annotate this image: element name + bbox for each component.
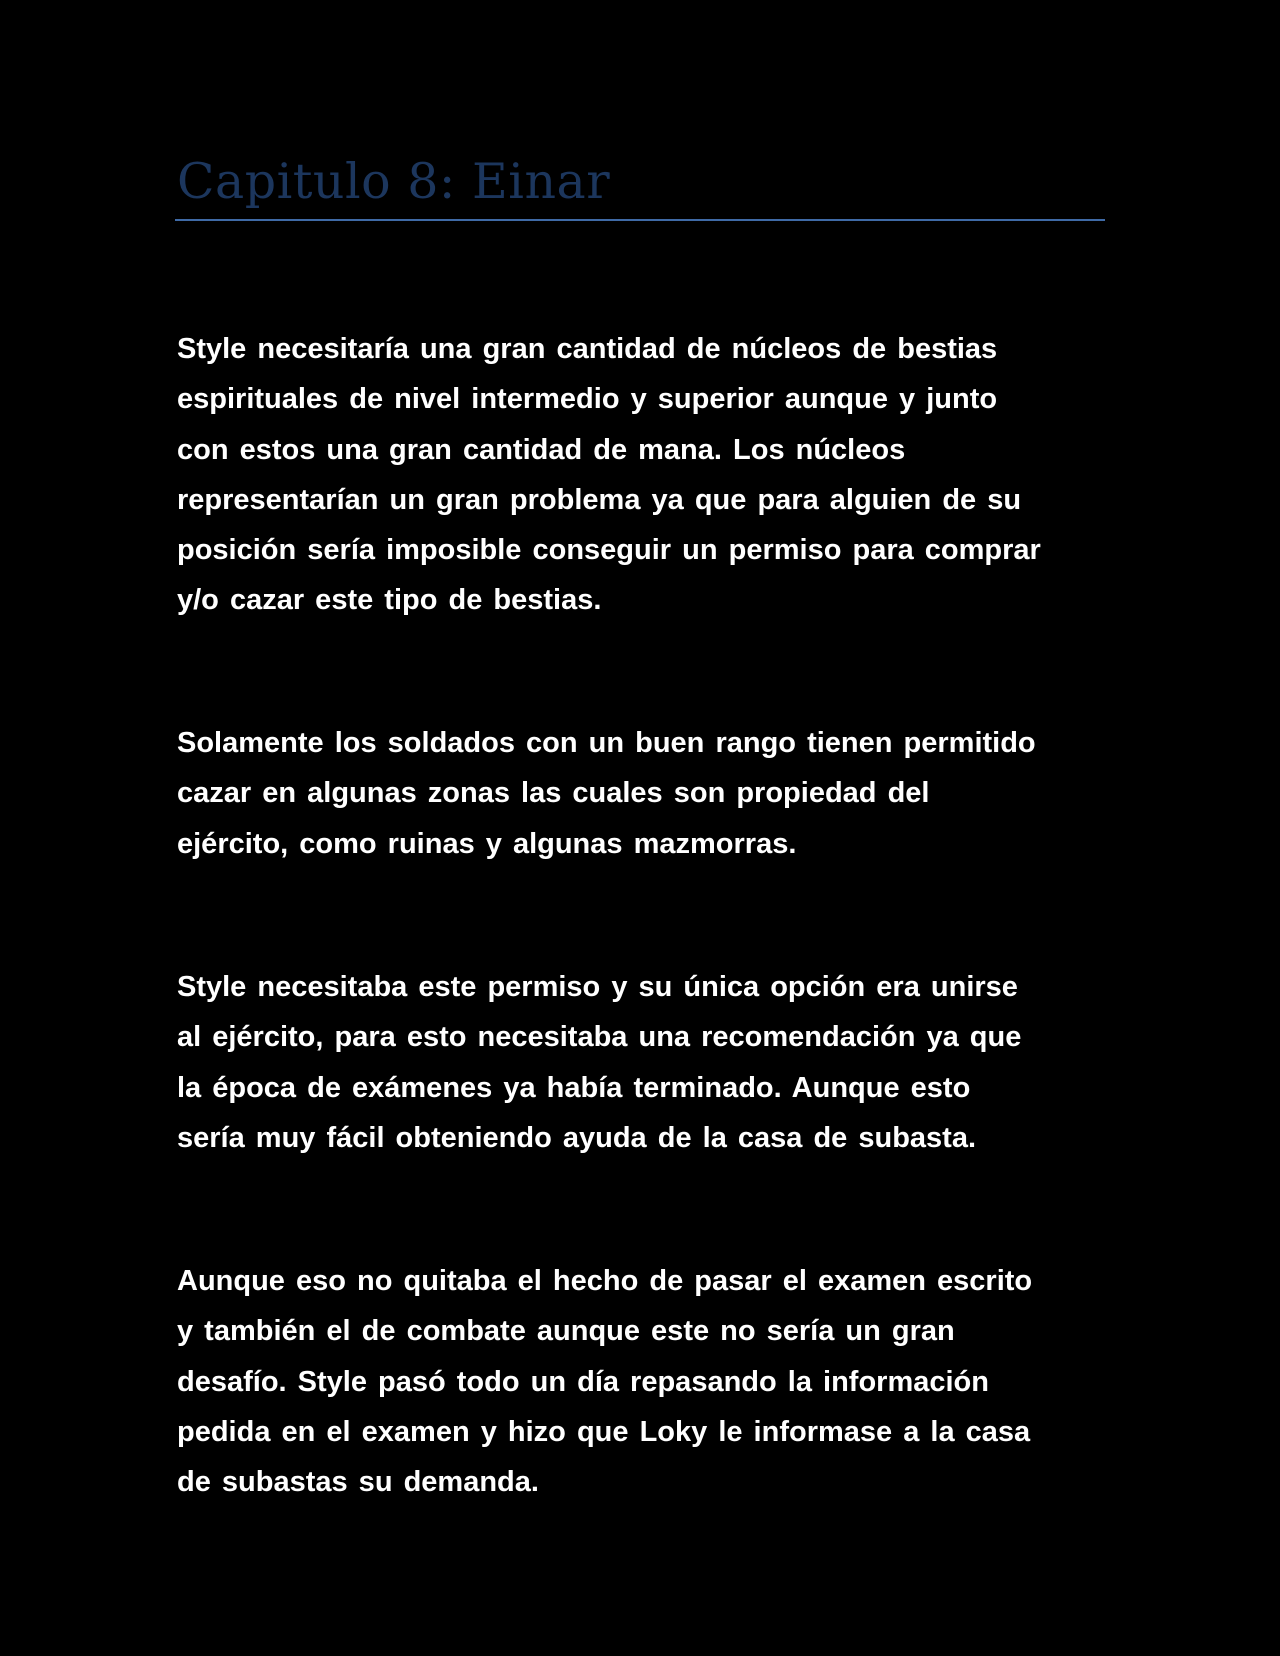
paragraph-line: la época de exámenes ya había terminado. Aunque esto	[177, 1071, 971, 1104]
paragraph-1	[177, 324, 1097, 626]
paragraph-line: cazar en algunas zonas las cuales son propiedad del	[177, 777, 930, 810]
paragraph-2	[177, 718, 1097, 869]
paragraph-line: con estos una gran cantidad de mana. Los núcleos	[177, 433, 906, 466]
paragraph-line: Solamente los soldados con un buen rango tienen permitido	[177, 727, 1036, 759]
title-underline-rule	[175, 219, 1105, 221]
paragraph-line: al ejército, para esto necesitaba una recomendación ya que	[177, 1021, 1022, 1054]
paragraph-line: de subastas su demanda.	[177, 1466, 539, 1499]
paragraph-line: Style necesitaba este permiso y su única opción era unirse	[177, 971, 1018, 1003]
paragraph-line: pedida en el examen y hizo que Loky le informase a la casa	[177, 1415, 1031, 1448]
paragraph-line: Style necesitaría una gran cantidad de núcleos de bestias	[177, 333, 998, 365]
chapter-title: Capitulo 8: Einar	[177, 153, 611, 210]
paragraph-line: y también el de combate aunque este no sería un gran	[177, 1315, 955, 1348]
paragraph-line: y/o cazar este tipo de bestias.	[177, 584, 602, 617]
paragraph-line: posición sería imposible conseguir un permiso para comprar	[177, 534, 1041, 567]
paragraph-line: desafío. Style pasó todo un día repasando la información	[177, 1365, 989, 1398]
paragraph-line: espirituales de nivel intermedio y superior aunque y junto	[177, 383, 998, 416]
paragraph-line: ejército, como ruinas y algunas mazmorras.	[177, 827, 797, 860]
paragraph-line: representarían un gran problema ya que para alguien de su	[177, 483, 1022, 516]
paragraph-line: Aunque eso no quitaba el hecho de pasar el examen escrito	[177, 1265, 1033, 1297]
paragraph-3	[177, 962, 1097, 1163]
paragraph-4	[177, 1256, 1097, 1507]
paragraph-line: sería muy fácil obteniendo ayuda de la casa de subasta.	[177, 1121, 977, 1154]
